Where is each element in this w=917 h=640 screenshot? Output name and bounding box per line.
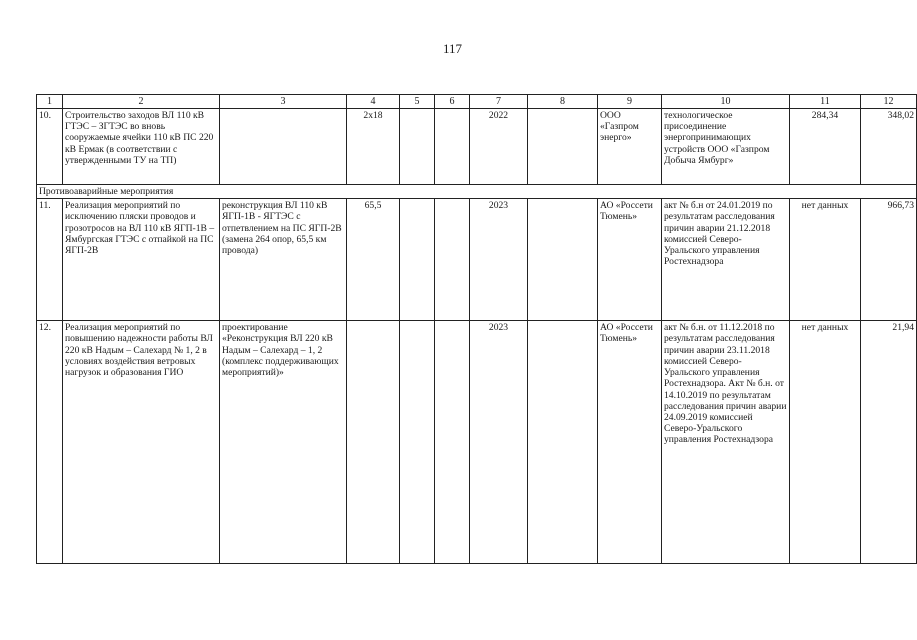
section-title: Противоаварийные мероприятия — [37, 185, 917, 199]
measure-details: проектирование «Реконструкция ВЛ 220 кВ Надым – Салехард – 1, 2 (комплекс поддерживающих мероприятий)» — [220, 321, 347, 564]
measure-name: Реализация мероприятий по исключению пляски проводов и грозотросов на ВЛ 110 кВ ЯГП-1В – Ямбургская ГТЭС с отпайкой на ПС ЯГП-2В — [63, 199, 220, 321]
cell-col8 — [528, 321, 598, 564]
capacity-value: 2x18 — [347, 109, 400, 185]
column-header: 6 — [435, 95, 470, 109]
cost-value-11: 284,34 — [790, 109, 861, 185]
year-value: 2023 — [470, 199, 528, 321]
cell-col5 — [400, 199, 435, 321]
page-number: 117 — [442, 41, 463, 56]
capacity-value: 65,5 — [347, 199, 400, 321]
cell-col6 — [435, 199, 470, 321]
column-header: 3 — [220, 95, 347, 109]
responsible-org: ООО «Газпром энерго» — [598, 109, 662, 185]
cell-col6 — [435, 321, 470, 564]
column-header: 9 — [598, 95, 662, 109]
cell-col5 — [400, 109, 435, 185]
table-row — [37, 109, 917, 185]
section-row — [37, 185, 917, 199]
measures-table — [36, 94, 917, 564]
column-header: 10 — [662, 95, 790, 109]
cell-col8 — [528, 199, 598, 321]
row-number: 12. — [37, 321, 63, 564]
column-header: 5 — [400, 95, 435, 109]
column-header: 11 — [790, 95, 861, 109]
year-value: 2022 — [470, 109, 528, 185]
responsible-org: АО «Россети Тюмень» — [598, 321, 662, 564]
column-header: 7 — [470, 95, 528, 109]
table-row — [37, 321, 917, 564]
column-header: 4 — [347, 95, 400, 109]
row-number: 11. — [37, 199, 63, 321]
column-header: 2 — [63, 95, 220, 109]
column-header: 8 — [528, 95, 598, 109]
row-number: 10. — [37, 109, 63, 185]
cost-value-11: нет данных — [790, 199, 861, 321]
cost-value-11: нет данных — [790, 321, 861, 564]
table-row — [37, 199, 917, 321]
cell-col5 — [400, 321, 435, 564]
year-value: 2023 — [470, 321, 528, 564]
column-number-row — [37, 95, 917, 109]
capacity-value — [347, 321, 400, 564]
measure-name: Строительство заходов ВЛ 110 кВ ГТЭС – ЗГТЭС во вновь сооружаемые ячейки 110 кВ ПС 220 кВ Ермак (в соответствии с утвержденными ТУ на ТП) — [63, 109, 220, 185]
cost-value-12: 348,02 — [861, 109, 917, 185]
basis-text: акт № б.н. от 11.12.2018 по результатам расследования причин аварии 23.11.2018 комиссией Северо-Уральского управления Ростехнадзора. Акт № б.н. от 14.10.2019 по результатам расследования причин аварии 24.09.2019 комиссией Северо-Уральского управления Ростехнадзора — [662, 321, 790, 564]
cost-value-12: 21,94 — [861, 321, 917, 564]
measure-details: реконструкция ВЛ 110 кВ ЯГП-1В - ЯГТЭС с отпетвлением на ПС ЯГП-2В (замена 264 опор, 65,5 км провода) — [220, 199, 347, 321]
cost-value-12: 966,73 — [861, 199, 917, 321]
column-header: 12 — [861, 95, 917, 109]
cell-col8 — [528, 109, 598, 185]
column-header: 1 — [37, 95, 63, 109]
responsible-org: АО «Россети Тюмень» — [598, 199, 662, 321]
basis-text: акт № б.н от 24.01.2019 по результатам расследования причин аварии 21.12.2018 комиссией Северо-Уральского управления Ростехнадзора — [662, 199, 790, 321]
cell-col6 — [435, 109, 470, 185]
measure-details — [220, 109, 347, 185]
measure-name: Реализация мероприятий по повышению надежности работы ВЛ 220 кВ Надым – Салехард № 1, 2 в условиях воздействия ветровых нагрузок и образования ГИО — [63, 321, 220, 564]
basis-text: технологическое присоединение энергопринимающих устройств ООО «Газпром Добыча Ямбург» — [662, 109, 790, 185]
